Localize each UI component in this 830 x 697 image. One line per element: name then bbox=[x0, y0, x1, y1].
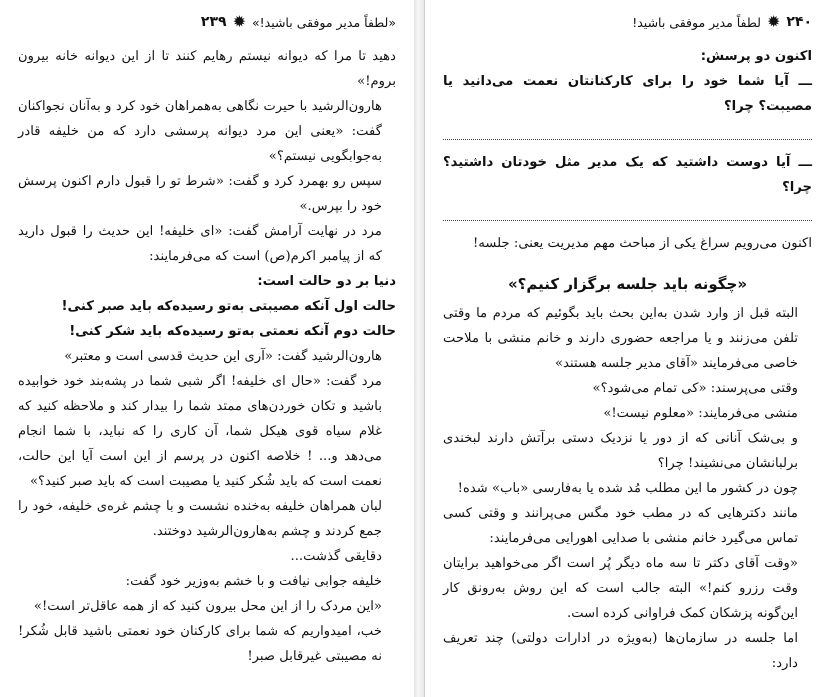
questions-intro: اکنون دو پرسش: bbox=[700, 49, 812, 64]
hadith-line: حالت دوم آنکه نعمتی به‌تو رسیده‌که باید شکر کنی! bbox=[69, 324, 396, 339]
star-ornament-icon: ✹ bbox=[766, 12, 781, 31]
paragraph: خلیفه جوابی نیافت و با خشم به‌وزیر خود گفت: bbox=[125, 574, 382, 589]
page-header bbox=[443, 14, 812, 30]
running-title: لطفاً مدیر موفقی باشید! bbox=[632, 14, 761, 30]
paragraph: وقتی می‌پرسند: «کی تمام می‌شود؟» bbox=[592, 381, 798, 396]
transition-text: اکنون می‌رویم سراغ یکی از مباحث مهم مدیریت یعنی: جلسه! bbox=[473, 236, 812, 251]
paragraph: «این مردک را از این محل بیرون کنید که از همه عاقل‌تر است!» bbox=[33, 599, 382, 614]
paragraph: مرد در نهایت آرامش گفت: «ای خلیفه! این حدیث را قبول دارید که از پیامبر اکرم(ص) است که می‌فرمایند: bbox=[18, 224, 382, 264]
page-body bbox=[443, 44, 812, 676]
answer-line bbox=[443, 125, 812, 140]
answer-line bbox=[443, 206, 812, 221]
paragraph: لبان همراهان خلیفه به‌خنده نشست و با چشم غره‌ی خلیفه، خود را جمع کردند و چشم به‌هارون‌الرشید دوختند. bbox=[18, 499, 382, 539]
paragraph: اما جلسه در سازمان‌ها (به‌ویژه در ادارات دولتی) چند تعریف دارد: bbox=[443, 631, 798, 671]
page-header bbox=[18, 14, 396, 30]
paragraph: مانند دکترهایی که در مطب خود مگس می‌پرانند و وقتی کسی تماس می‌گیرد خانم منشی با صدایی اهورایی می‌فرمایند: bbox=[443, 506, 798, 546]
paragraph: دقایقی گذشت... bbox=[290, 549, 382, 564]
running-title: «لطفاً مدیر موفقی باشید!» bbox=[251, 14, 396, 30]
hadith-line: حالت اول آنکه مصیبتی به‌تو رسیده‌که باید صبر کنی! bbox=[61, 299, 396, 314]
book-gutter bbox=[414, 0, 424, 697]
paragraph: هارون‌الرشید با حیرت نگاهی به‌همراهان خود کرد و به‌آنان نجواکنان گفت: «یعنی این مرد دیوانه پرسشی دارد که من خلیفه قادر به‌جوابگویی نیستم؟» bbox=[18, 99, 382, 164]
hadith-heading: دنیا بر دو حالت است: bbox=[257, 274, 396, 289]
page-number: ۲۳۹ bbox=[200, 14, 227, 30]
paragraph: و بی‌شک آنانی که از دور یا نزدیک دستی برآتش دارند لبخندی برلبانشان می‌نشیند! چرا؟ bbox=[443, 431, 798, 471]
page-body bbox=[18, 44, 396, 669]
question-2: ـــ آیا دوست داشتید که یک مدیر مثل خودتان داشتید؟ چرا؟ bbox=[443, 155, 812, 195]
left-page bbox=[0, 0, 414, 697]
paragraph: «وقت آقای دکتر تا سه ماه دیگر پُر است اگر می‌خواهید برایتان وقت رزرو کنم!» البته جالب است که این روش به‌رونق کار این‌گونه پزشکان کمک فراوانی کرده است. bbox=[443, 556, 798, 621]
paragraph: خب، امیدواریم که شما برای کارکنان خود نعمتی باشید قابل شُکر! نه مصیبتی غیرقابل صبر! bbox=[18, 624, 382, 664]
star-ornament-icon: ✹ bbox=[232, 12, 246, 31]
paragraph: البته قبل از وارد شدن به‌این بحث باید بگوئیم که مردم ما وقتی تلفن می‌زنند و یا مراجعه حضوری دارند و خانم منشی با ملاحت خاصی می‌فرمایند «آقای مدیر جلسه هستند» bbox=[443, 306, 798, 371]
question-1: ـــ آیا شما خود را برای کارکنانتان نعمت می‌دانید یا مصیبت؟ چرا؟ bbox=[443, 74, 812, 114]
right-page bbox=[424, 0, 830, 697]
paragraph: سپس رو بهمرد کرد و گفت: «شرط تو را قبول دارم اکنون پرسش خود را بپرس.» bbox=[18, 174, 382, 214]
paragraph: چون در کشور ما این مطلب مُد شده یا به‌فارسی «باب» شده! bbox=[457, 481, 798, 496]
paragraph: هارون‌الرشید گفت: «آری این حدیث قدسی است و معتبر» bbox=[64, 349, 382, 364]
page-number: ۲۴۰ bbox=[786, 14, 812, 30]
paragraph: مرد گفت: «حال ای خلیفه! اگر شبی شما در پشه‌بند خود خوابیده باشید و تکان خوردن‌های ممتد شما را بیدار کند و ملاحظه کنید که غلام سیاه قوی هیکل شما، آن کاری را که نباید، با شما انجام می‌دهد و... ! خلاصه اکنون در پرسم از این است آیا این حالت، نعمت است که باید شُکر کنید یا مصیبت است که باید صبر کنید؟» bbox=[18, 374, 382, 489]
paragraph: منشی می‌فرمایند: «معلوم نیست!» bbox=[603, 406, 798, 421]
paragraph: دهید تا مرا که دیوانه نیستم رهایم کنند تا از این دیوانه خانه بیرون بروم!» bbox=[18, 49, 396, 89]
section-title: «چگونه باید جلسه برگزار کنیم؟» bbox=[507, 275, 748, 293]
